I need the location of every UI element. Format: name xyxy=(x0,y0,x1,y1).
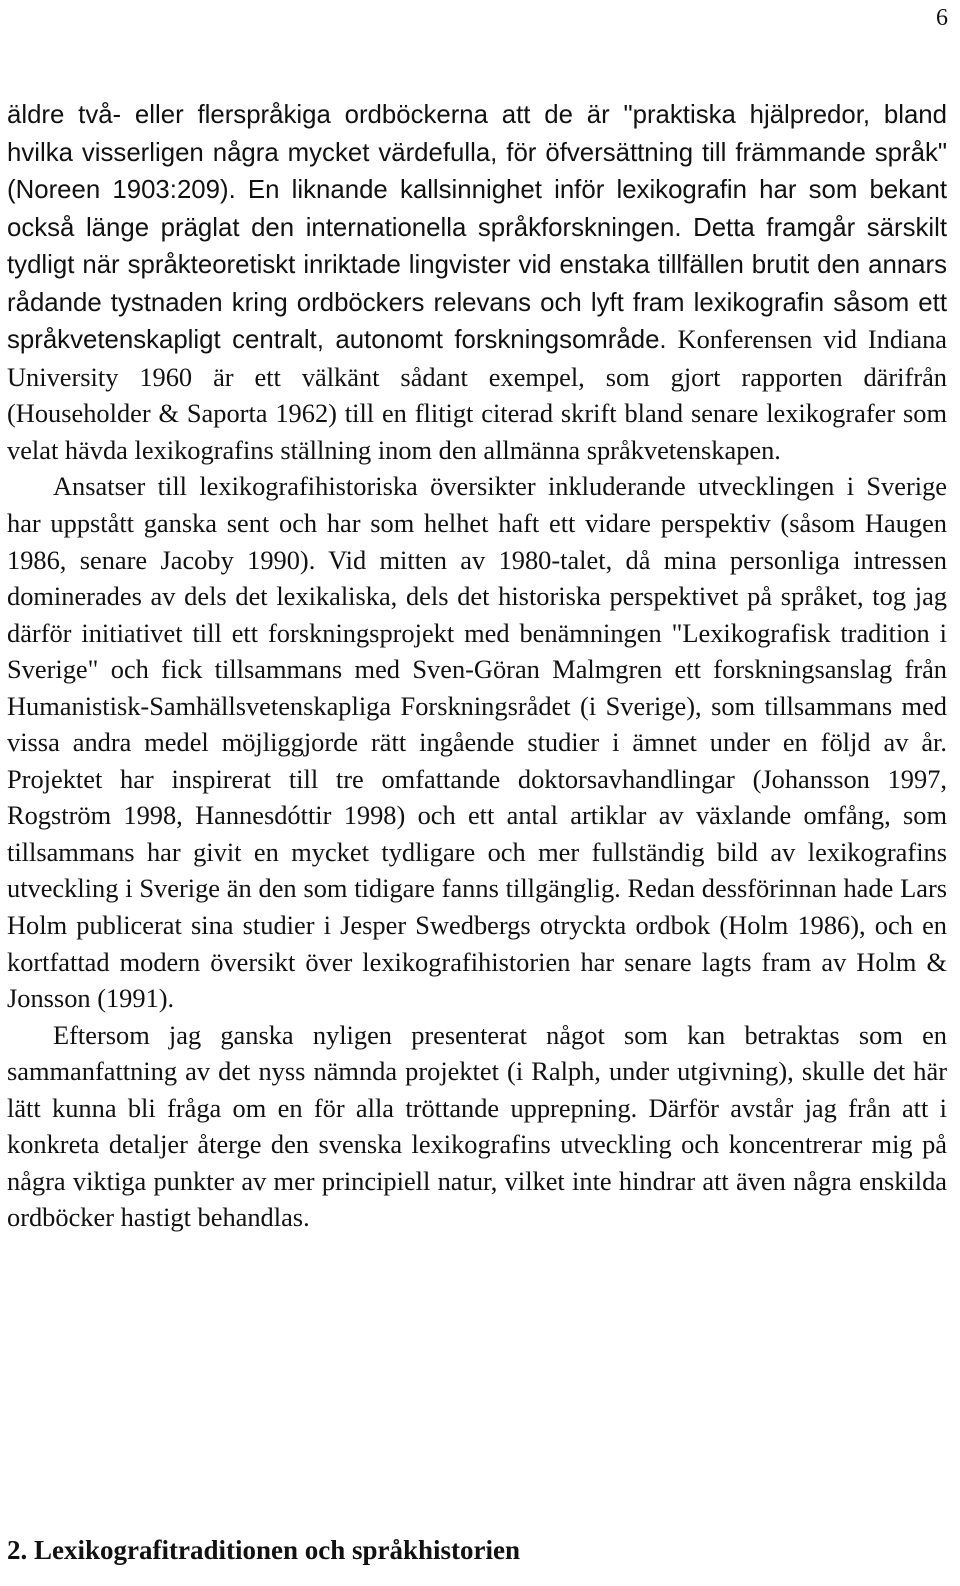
paragraph-1-sans-segment: äldre två- eller flerspråkiga ordböckerna att de är "praktiska hjälpredor, bland hvilka visserligen några mycket värdefulla, för öfversättning till främmande språk" (Noreen 1903:209). En liknande kallsinnighet inför lexikografin har som bekant också länge präglat den internationella språkforskningen. Detta framgår särskilt tydligt när språkteoretiskt inriktade lingvister vid enstaka tillfällen brutit den annars rådande tystnaden kring ordböckers relevans och lyft fram lexikografin såsom ett språkvetenskapligt centralt, autonomt forskningsområde. xyxy=(7,101,947,355)
section-heading: 2. Lexikografitraditionen och språkhistorien xyxy=(7,1535,521,1565)
paragraph-3: Eftersom jag ganska nyligen presenterat något som kan betraktas som en sammanfattning av det nyss nämnda projektet (i Ralph, under utgivning), skulle det här lätt kunna bli fråga om en för alla tröttande upprepning. Därför avstår jag från att i konkreta detaljer återge den svenska lexikografins utveckling och koncentrerar mig på några viktiga punkter av mer principiell natur, vilket inte hindrar att även några enskilda ordböcker hastigt behandlas. xyxy=(7,1019,947,1233)
body-text xyxy=(7,96,947,1236)
paragraph-2: Ansatser till lexikografihistoriska översikter inkluderande utvecklingen i Sverige har uppstått ganska sent och har som helhet haft ett vidare perspektiv (såsom Haugen 1986, senare Jacoby 1990). Vid mitten av 1980-talet, då mina personliga intressen dominerades av dels det lexikaliska, dels det historiska perspektivet på språket, tog jag därför initiativet till ett forskningsprojekt med benämningen "Lexikografisk tradition i Sverige" och fick tillsammans med Sven-Göran Malmgren ett forskningsanslag från Humanistisk-Samhällsvetenskapliga Forskningsrådet (i Sverige), som tillsammans med vissa andra medel möjliggjorde rätt ingående studier i ämnet under en följd av år. Projektet har inspirerat till tre omfattande doktorsavhandlingar (Johansson 1997, Rogström 1998, Hannesdóttir 1998) och ett antal artiklar av växlande omfång, som tillsammans har givit en mycket tydligare och mer fullständig bild av lexikografins utveckling i Sverige än den som tidigare fanns tillgänglig. Redan dessförinnan hade Lars Holm publicerat sina studier i Jesper Swedbergs otryckta ordbok (Holm 1986), och en kortfattad modern översikt över lexikografihistorien har senare lagts fram av Holm & Jonsson (1991). xyxy=(7,471,947,1014)
page-number: 6 xyxy=(936,5,948,31)
paragraph-1 xyxy=(7,96,947,468)
paragraph-1-serif-segment: Konferensen vid Indiana University 1960 är ett välkänt sådant exempel, som gjort rapporten därifrån (Householder & Saporta 1962) till en flitigt citerad skrift bland senare lexikografer som velat hävda lexikografins ställning inom den allmänna språkvetenskapen. xyxy=(7,324,947,465)
